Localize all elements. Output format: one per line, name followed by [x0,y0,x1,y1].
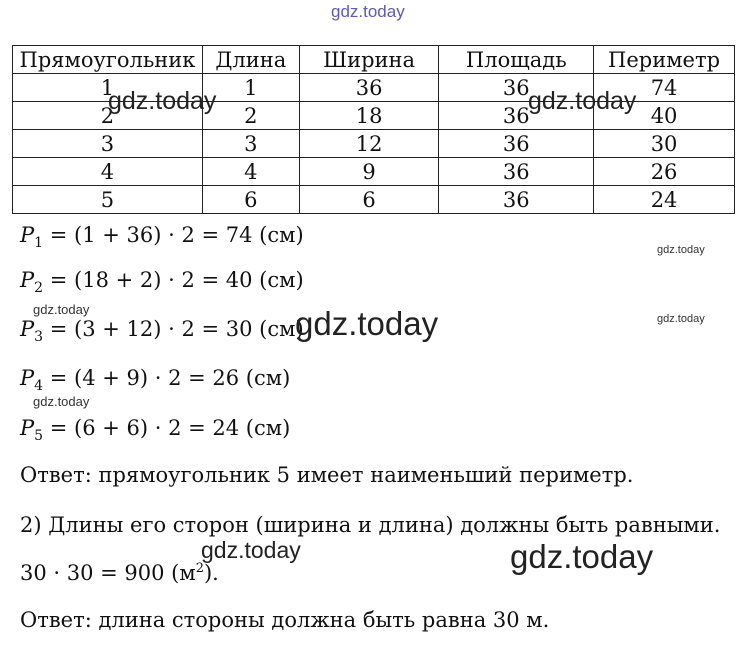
table-cell: 6 [299,186,439,214]
formula-subscript: 5 [34,428,44,444]
table-cell: 9 [299,158,439,186]
watermark: gdz.today [33,394,90,409]
calc-expression: 30 · 30 = 900 (м [20,561,196,585]
table-cell: 26 [594,158,735,186]
formula-expression: = (4 + 9) · 2 = 26 (см) [49,366,291,390]
table-cell: 4 [13,158,203,186]
header-width: Ширина [299,46,439,74]
table-cell: 36 [439,130,594,158]
table-cell: 18 [299,102,439,130]
perimeter-formula-5 [20,416,291,444]
formula-subscript: 3 [34,329,44,345]
perimeter-formula-4 [20,366,291,394]
formula-variable: P [20,268,35,292]
table-cell: 3 [13,130,203,158]
table-cell: 36 [299,74,439,102]
watermark: gdz.today [108,87,217,115]
watermark: gdz.today [510,538,654,575]
table-cell: 4 [202,158,299,186]
perimeter-formula-2 [20,268,304,296]
formula-subscript: 2 [34,280,44,296]
calc-superscript: 2 [195,561,204,576]
watermark: gdz.today [528,87,637,115]
watermark: gdz.today [33,302,90,317]
table-cell: 12 [299,130,439,158]
table-cell: 36 [439,158,594,186]
calc-tail: ). [203,561,219,585]
watermark: gdz.today [657,313,705,325]
header-perimeter: Периметр [594,46,735,74]
table-cell: 36 [439,102,594,130]
part-2-statement: 2) Длины его сторон (ширина и длина) должны быть равными. [20,513,721,537]
rectangles-table [12,45,735,214]
table-cell: 36 [439,186,594,214]
table-row [13,186,735,214]
formula-subscript: 1 [34,235,44,251]
table-cell: 5 [13,186,203,214]
formula-subscript: 4 [34,378,44,394]
table-cell: 1 [13,74,203,102]
table-cell: 74 [594,74,735,102]
answer-1: Ответ: прямоугольник 5 имеет наименьший периметр. [20,463,634,487]
table-cell: 2 [202,102,299,130]
table-cell: 24 [594,186,735,214]
watermark: gdz.today [201,537,301,563]
watermark: gdz.today [331,2,405,21]
table-cell: 40 [594,102,735,130]
formula-variable: P [20,223,35,247]
formula-expression: = (6 + 6) · 2 = 24 (см) [49,416,291,440]
table-cell: 30 [594,130,735,158]
table-cell: 2 [13,102,203,130]
table-row [13,130,735,158]
formula-variable: P [20,317,35,341]
watermark: gdz.today [657,244,705,256]
perimeter-formula-1 [20,223,304,251]
header-rectangle: Прямоугольник [13,46,203,74]
formula-expression: = (18 + 2) · 2 = 40 (см) [49,268,304,292]
formula-variable: P [20,416,35,440]
table-cell: 6 [202,186,299,214]
watermark: gdz.today [295,305,439,342]
table-cell: 36 [439,74,594,102]
table-cell: 1 [202,74,299,102]
header-length: Длина [202,46,299,74]
area-calculation [20,561,219,585]
formula-expression: = (1 + 36) · 2 = 74 (см) [49,223,304,247]
table-header-row [13,46,735,74]
formula-expression: = (3 + 12) · 2 = 30 (см) [49,317,304,341]
formula-variable: P [20,366,35,390]
table-cell: 3 [202,130,299,158]
answer-2: Ответ: длина стороны должна быть равна 30 м. [20,608,550,632]
table-row [13,158,735,186]
perimeter-formula-3 [20,317,304,345]
header-area: Площадь [439,46,594,74]
